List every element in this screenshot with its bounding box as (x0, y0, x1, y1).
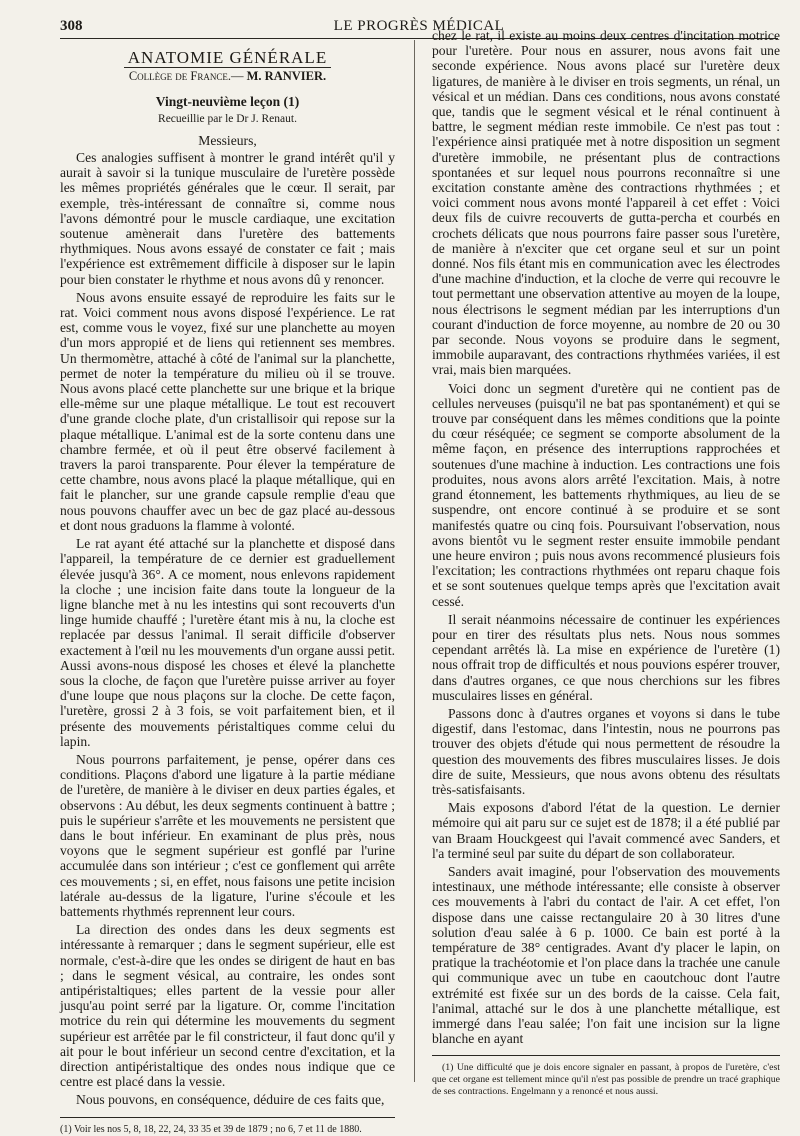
paragraph: Le rat ayant été attaché sur la planchette et disposé dans l'appareil, la température de ce dernier est graduellement élevée jusqu'à 36°. A ce moment, nous enlevons rapidement la cloche ; une incision faite dans toute la longueur de la ligne blanche met à nu les intestins qui sont recouverts d'un linge humide chauffé ; l'uretère étant mis à nu, la cloche est replacée par dessus l'animal. Il serait difficile d'observer exactement à l'œil nu les mouvements d'un organe aussi petit. Aussi avons-nous disposé les choses et élevé la planchette sous la cloche, de façon que l'uretère puisse arriver au foyer d'une loupe que nous plaçons sur la cloche. De cette façon, l'uretère, grossi 2 à 3 fois, se voit parfaitement bien, et il présente des mouvements péristaltiques comme celui du lapin. (60, 536, 395, 749)
footnote: (1) Voir les nos 5, 8, 18, 22, 24, 33 35 et 39 de 1879 ; no 6, 7 et 11 de 1880. (60, 1123, 362, 1135)
column-divider (414, 40, 415, 1082)
institution-line (60, 69, 395, 84)
paragraph: La direction des ondes dans les deux segments est intéressante à remarquer ; dans le segment supérieur, elle est normale, c'est-à-dire que les ondes se dirigent de haut en bas ; dans le segment vésical, au contraire, les ondes sont antipéristaltiques; elles partent de la vessie pour aller jusqu'au point serré par la ligature. Or, comme l'incitation motrice du rein qui détermine les mouvements du segment supérieur est arrêtée par le fil constricteur, il faut donc qu'il y ait pour le bout inférieur un second centre d'excitation, et la direction antipéristaltique des ondes nous indique que ce centre est placé dans la vessie. (60, 922, 395, 1090)
paragraph: Il serait néanmoins nécessaire de continuer les expériences pour en tirer des résultats plus nets. Nous nous sommes cependant arrêtés là. La mise en expérience de l'uretère (1) nous offrait trop de difficultés et nous pouvions espérer trouver, dans d'autres organes, ce que nous cherchions sur les fibres musculaires lisses en général. (432, 611, 780, 703)
footnote-rule (432, 1055, 780, 1056)
page-number: 308 (60, 18, 83, 34)
paragraph: Sanders avait imaginé, pour l'observation des mouvements intestinaux, une méthode intéressante; elle consiste à observer ces mouvements à l'abri du contact de l'air. A cet effet, l'on dispose dans une caisse rectangulaire 20 à 30 litres d'une solution d'eau salée à 6 p. 1000. Ce bain est porté à la température de 38° centigrades. Avant d'y placer le lapin, on pratique la trachéotomie et l'on place dans la trachée une canule qui communique avec un tube en caoutchouc dont l'autre extrémité est fixée sur un des bords de la caisse. Cela fait, l'animal, attaché sur le dos à une planchette métallique, est immergé dans l'eau salée; l'on fait une incision sur la ligne blanche en ayant (432, 863, 780, 1047)
left-column (60, 44, 395, 1136)
section-title-text: ANATOMIE GÉNÉRALE (124, 48, 331, 68)
paragraph: chez le rat, il existe au moins deux centres d'incitation motrice pour l'uretère. Pour nous en assurer, nous avons fait une seconde expérience. Nous avons placé sur l'uretère deux ligatures, de manière à le diviser en trois segments, un rénal, un vésical et un médian. Dans ces conditions, nous avons constaté que, tandis que le segment vésical et le rénal continuent à battre, le segment médian reste immobile. Ce n'est pas tout : l'expérience ainsi pratiquée met à notre disposition un segment d'uretère immobile, ne présentant plus de contractions spontanées et sur lequel nous pourrons reconnaître si une excitation constante amène des contractions rhythmées ; et voici comment nous avons monté l'appareil à cet effet : Voici deux fils de cuivre recouverts de gutta-percha et courbés en crochets délicats que nous pourrons faire passer sous l'uretère, de manière à n'exciter que cet organe seul et sur un point donné. Nos fils étant mis en communication avec les électrodes d'une machine d'induction, et la cloche de verre qui recouvre le tout permettant une observation attentive au moyen de la loupe, nous électrisons le segment médian par les interruptions d'un courant d'induction de force moyenne, au nombre de 20 ou 30 par seconde. Nous voyons se produire dans le segment, immobile auparavant, des contractions rhythmées variées, il est vrai, mais bien marquées. (432, 28, 780, 378)
paragraph: Nous avons ensuite essayé de reproduire les faits sur le rat. Voici comment nous avons disposé l'expérience. Le rat est, comme vous le voyez, fixé sur une planchette au moyen d'un mors appropié et de liens qui retiennent ses membres. Un thermomètre, attaché à côté de l'animal sur la planchette, permet de noter la température du milieu où il se trouve. Nous avons placé cette planchette sur une brique et la brique elle-même sur une plaque métallique. Le tout est recouvert d'une grande cloche plate, d'un cristallisoir qui repose sur la plaque métallique. L'animal est de la sorte contenu dans une chambre fermée, et où il peut être observé facilement à travers la paroi transparente. Pour élever la température de cette chambre, nous avons placé la plaque métallique, qui en fait le plancher, sur une grande capsule remplie d'eau que nous pouvons chauffer avec un bec de gaz placé au-dessous et dont nous graduons la flamme à volonté. (60, 289, 395, 533)
paragraph: Ces analogies suffisent à montrer le grand intérêt qu'il y aurait à savoir si la tunique musculaire de l'uretère possède les mêmes propriétés générales que le cœur. Il serait, par exemple, très-intéressant de connaître si, comme nous l'avons démontré pour le muscle cardiaque, une excitation soutenue amènerait dans l'uretère des battements rhythmiques. Nous avons essayé de constater ce fait ; mais l'expérience est extrêmement difficile à disposer sur le lapin pour bien constater le rhythme et nous avons dû y renoncer. (60, 150, 395, 287)
section-title (60, 50, 395, 65)
footnote: (1) Une difficulté que je dois encore signaler en passant, à propos de l'uretère, c'est que cet organe est tellement mince qu'il n'est pas possible de prendre un tracé graphique de ses contractions. Engelmann y a renoncé et nous aussi. (432, 1062, 780, 1097)
paragraph: Nous pourrons parfaitement, je pense, opérer dans ces conditions. Plaçons d'abord une ligature à la partie médiane de l'uretère, de manière à le diviser en deux parties égales, et observons : Au début, les deux segments continuent à battre ; puis le supérieur s'arrête et les mouvements ne persistent que dans le bout inférieur. En examinant de plus près, nous voyons que le segment supérieur est gonflé par l'urine accumulée dans son intérieur ; c'est ce gonflement qui arrête ces mouvements ; si, en effet, nous faisons une petite incision latérale au-dessus de la ligature, l'urine s'écoule et les battements rhythmés reprennent leur cours. (60, 751, 395, 919)
footnote-rule (60, 1117, 395, 1118)
paragraph: Nous pouvons, en conséquence, déduire de ces faits que, (76, 1092, 385, 1108)
paragraph: Mais exposons d'abord l'état de la question. Le dernier mémoire qui ait paru sur ce sujet est de 1878; il a été publié par van Braam Houckgeest qui l'avait commencé avec Sanders, et l'a terminé seul par suite du départ de son collaborateur. (432, 800, 780, 861)
right-column (432, 28, 780, 1098)
journal-title: LE PROGRÈS MÉDICAL (333, 18, 505, 34)
salutation: Messieurs, (198, 132, 257, 148)
recorder: Recueillie par le Dr J. Renaut. (158, 112, 297, 125)
lecturer: M. RANVIER. (246, 69, 327, 84)
paragraph: Voici donc un segment d'uretère qui ne contient pas de cellules nerveuses (puisqu'il ne bat pas spontanément) et qui se trouve par conséquent dans les mêmes conditions que la pointe du cœur réséquée; ce segment se comporte absolument de la même façon, en présence des interruptions rapprochées et soutenues d'une machine à induction. Les contractions une fois produites, nous avons alors arrêté l'excitation. Mais, à notre grand étonnement, les battements rhythmiques, au lieu de se suspendre, ont encore continué à se produire et se sont manifestés quatre ou cinq fois. Poursuivant l'observation, nous avons bientôt vu le segment rester ensuite immobile pendant une heure environ ; puis nous avons recommencé plusieurs fois l'excitation; les contractions rhythmées ont reparu chaque fois et se sont soutenues quelque temps après que l'excitation avait cessé. (432, 380, 780, 609)
paragraph: Passons donc à d'autres organes et voyons si dans le tube digestif, dans l'estomac, dans l'intestin, nous ne pourrons pas trouver des objets d'étude qui nous permettent de résoudre la question des mouvements des fibres musculaires lisses. Je dois dire de suite, Messieurs, que nous avons obtenu des résultats très-satisfaisants. (432, 705, 780, 797)
institution: Collège de France.— (128, 69, 244, 84)
lecture-title: Vingt-neuvième leçon (1) (155, 94, 300, 110)
